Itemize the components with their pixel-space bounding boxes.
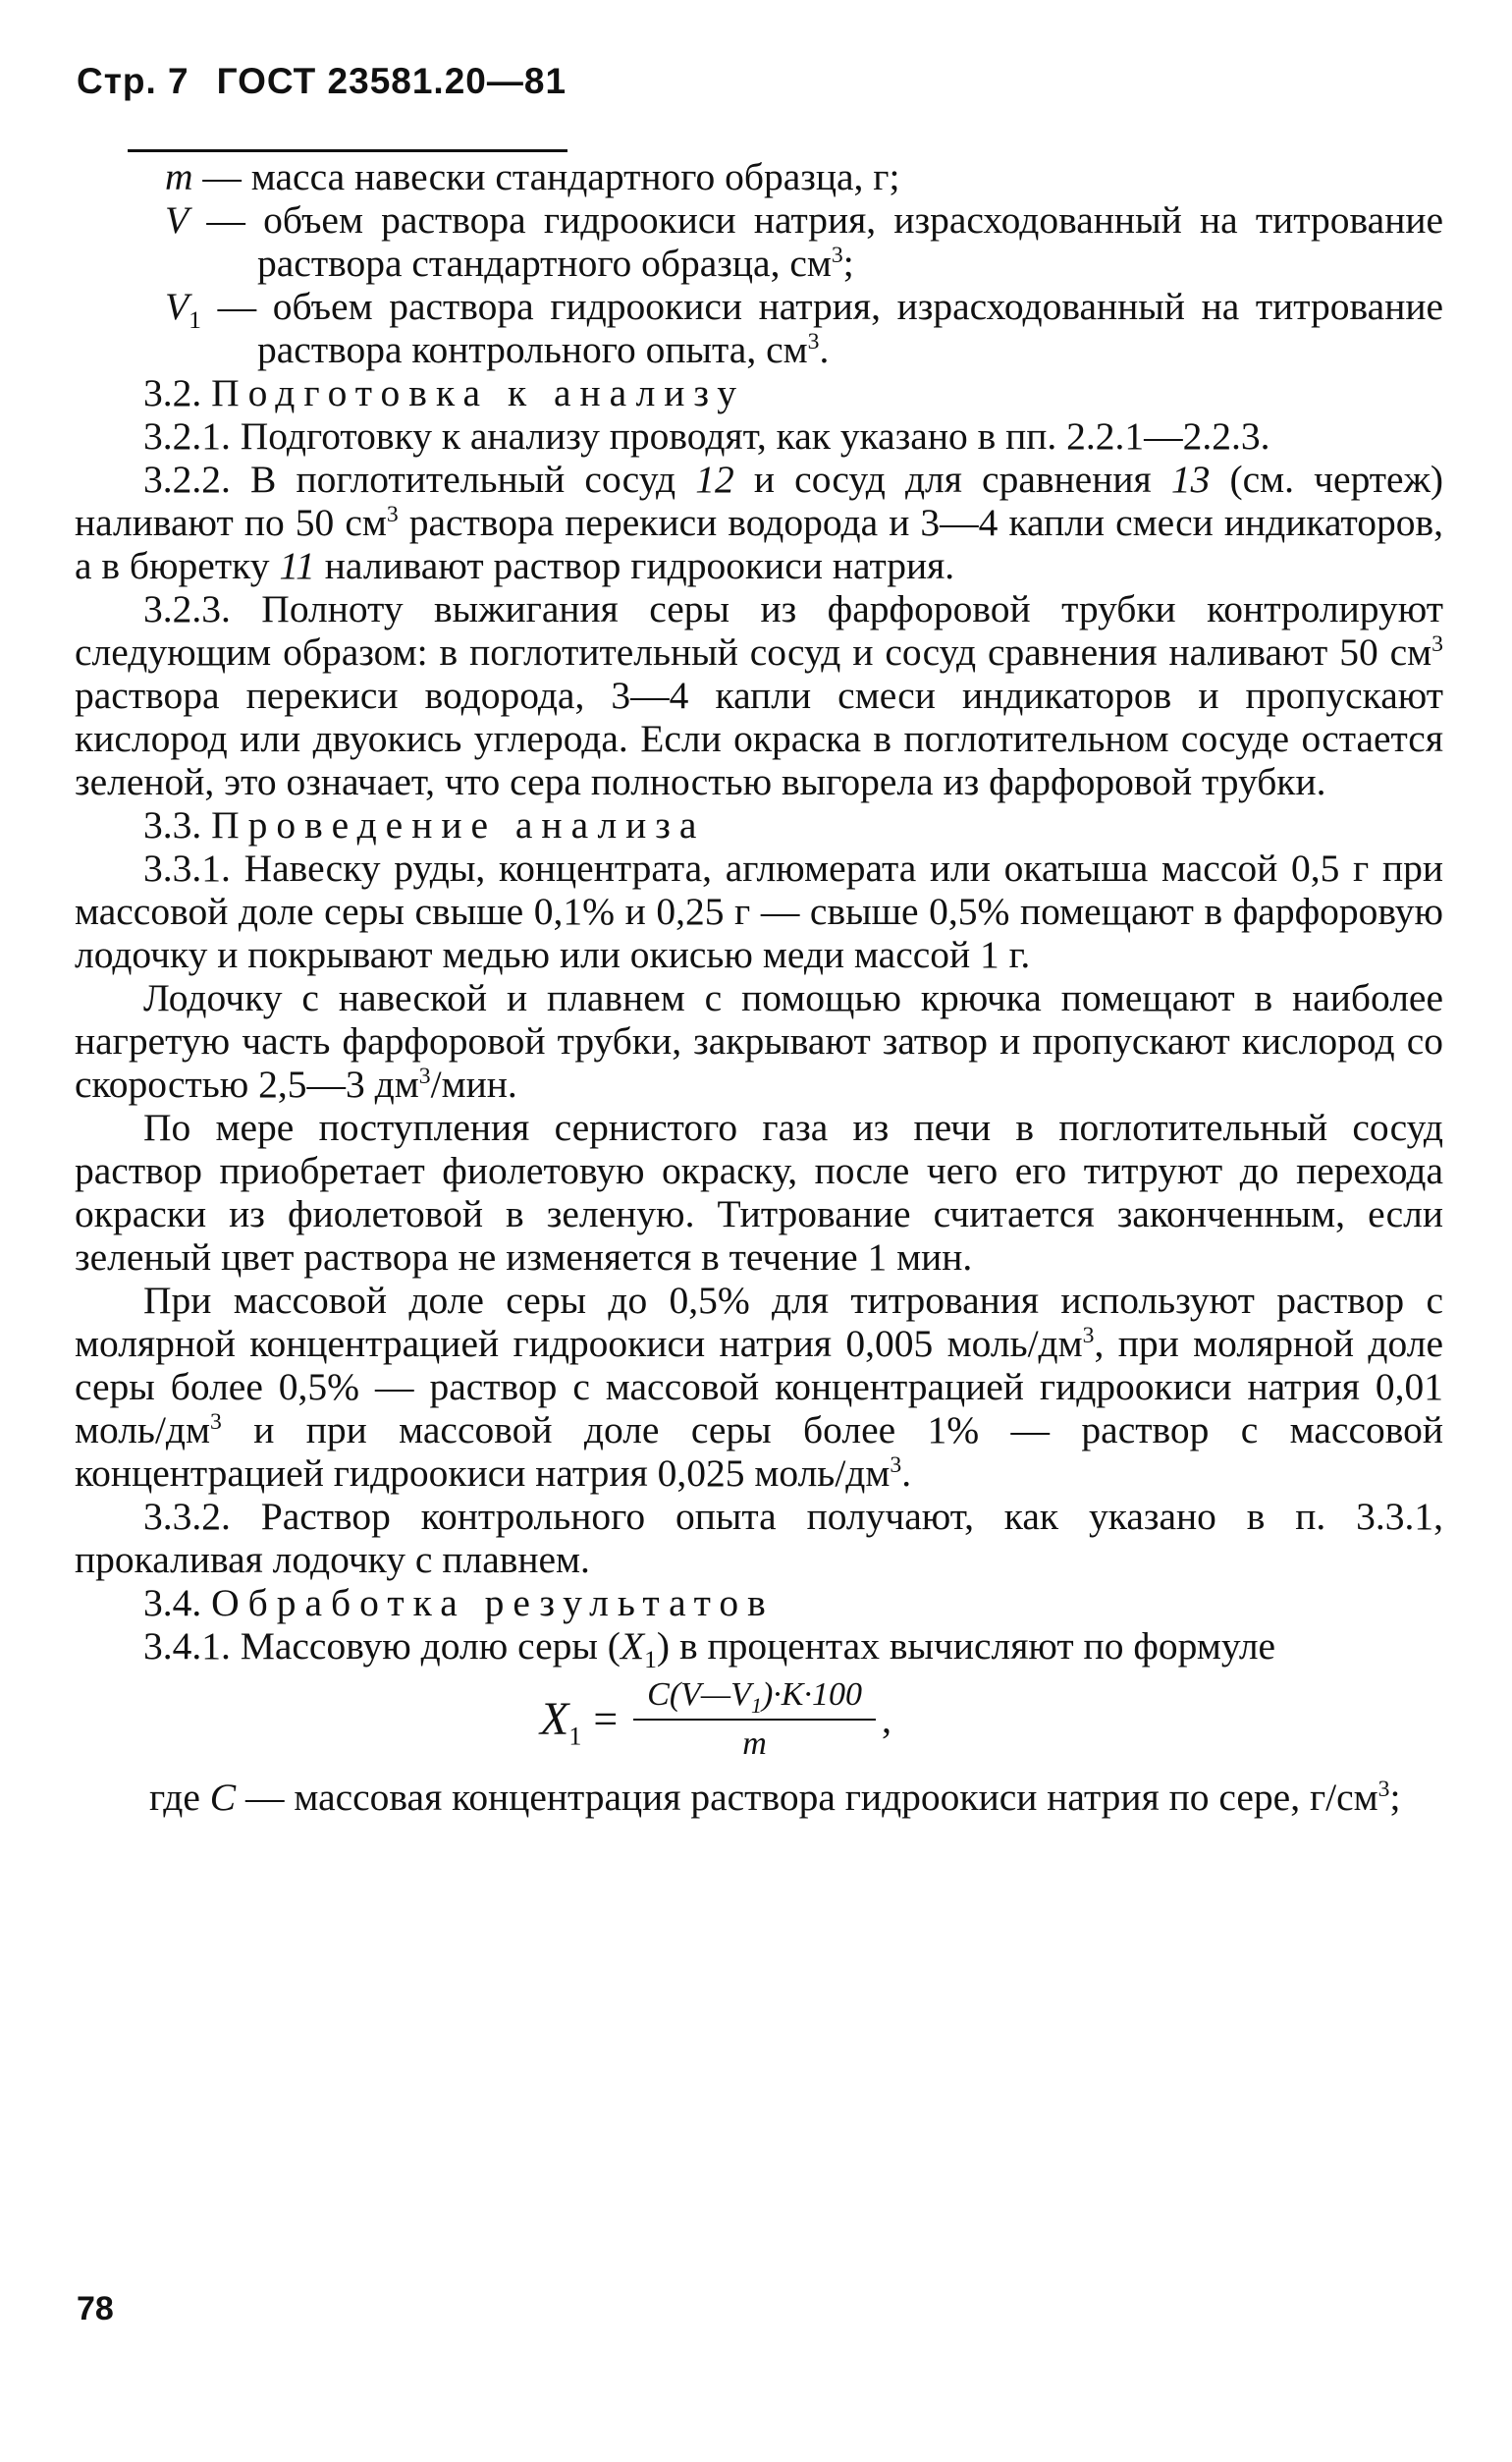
paragraph-3-3-2: 3.3.2. Раствор контрольного опыта получают, как указано в п. 3.3.1, прокаливая лодочку с плавнем. (75, 1495, 1443, 1581)
symbol-c: C (209, 1776, 237, 1819)
page-label: Стр. 7 (77, 61, 189, 101)
formula-denominator: m (742, 1725, 767, 1762)
legend-v: V — объем раствора гидроокиси натрия, израсходованный на титрование раствора стандартного образца, $см^3$; (165, 198, 1444, 285)
formula (540, 1675, 891, 1764)
formula-numerator: $C(V—V_1)\cdot K\cdot 100$ (633, 1675, 876, 1721)
symbol-v: V (165, 198, 189, 242)
standard-number: ГОСТ 23581.20—81 (216, 61, 567, 101)
legend-v1: $V_1$ — объем раствора гидроокиси натрия, израсходованный на титрование раствора контрольного опыта, $см^3$. (165, 285, 1443, 371)
formula-comma: , (881, 1697, 891, 1741)
paragraph-3-2-2: 3.2.2. В поглотительный сосуд 12 и сосуд для сравнения 13 (см. чертеж) наливают по 50 $см^3$ раствора перекиси водорода и 3—4 капли смеси индикаторов, а в бюретку 11 наливают раствор гидроокиси натрия. (75, 458, 1444, 587)
formula-block (75, 1668, 1443, 1776)
formula-fraction (633, 1675, 876, 1764)
paragraph-3-2-1: 3.2.1. Подготовку к анализу проводят, как указано в пп. 2.2.1—2.2.3. (143, 414, 1270, 458)
paragraph-3-2-3: 3.2.3. Полноту выжигания серы из фарфоровой трубки контролируют следующим образом: в поглотительный сосуд и сосуд сравнения наливают 50 $см^3$ раствора перекиси водорода, 3—4 капли смеси индикаторов и пропускают кислород или двуокись углерода. Если окраска в поглотительном сосуде остается зеленой, это означает, что сера полностью выгорела из фарфоровой трубки. (75, 587, 1443, 803)
paragraph-boat: Лодочку с навеской и плавнем с помощью крючка помещают в наиболее нагретую часть фарфоровой трубки, закрывают затвор и пропускают кислород со скоростью 2,5—3 $дм^3$/мин. (75, 976, 1443, 1106)
section-heading-3-2: 3.2. Подготовка к анализу (143, 371, 745, 414)
symbol-m: m (165, 155, 193, 198)
section-heading-3-4: 3.4. Обработка результатов (143, 1581, 775, 1624)
paragraph-titration: По мере поступления сернистого газа из печи в поглотительный сосуд раствор приобретает фиолетовую окраску, после чего его титруют до перехода окраски из фиолетовой в зеленую. Титрование считается законченным, если зеленый цвет раствора не изменяется в течение 1 мин. (75, 1106, 1443, 1279)
legend-m: m — масса навески стандартного образца, г; (165, 155, 900, 198)
header-rule (128, 149, 567, 152)
legend-c: где C — массовая концентрация раствора гидроокиси натрия по сере, $г/см^3$; (149, 1776, 1401, 1819)
paragraph-3-4-1: 3.4.1. Массовую долю серы $(X_1)$ в процентах вычисляют по формуле (143, 1624, 1276, 1673)
document-body (75, 155, 1443, 1819)
page-number: 78 (77, 2290, 114, 2327)
section-heading-3-3: 3.3. Проведение анализа (143, 803, 706, 847)
formula-equals: = (593, 1695, 619, 1743)
formula-lhs: $X_1$ (540, 1693, 582, 1751)
paragraph-3-3-1: 3.3.1. Навеску руды, концентрата, аглюмерата или окатыша массой 0,5 г при массовой доле серы свыше 0,1% и 0,25 г — свыше 0,5% помещают в фарфоровую лодочку и покрывают медью или окисью меди массой 1 г. (75, 847, 1443, 976)
symbol-v1: V (165, 285, 189, 328)
paragraph-concentration: При массовой доле серы до 0,5% для титрования используют раствор с молярной концентрацией гидроокиси натрия 0,005 моль/$дм^3$, при молярной доле серы более 0,5% — раствор с массовой концентрацией гидроокиси натрия 0,01 моль/$дм^3$ и при массовой доле серы более 1% — раствор с массовой концентрацией гидроокиси натрия 0,025 моль/$дм^3$. (75, 1279, 1443, 1495)
page-header (77, 61, 567, 102)
